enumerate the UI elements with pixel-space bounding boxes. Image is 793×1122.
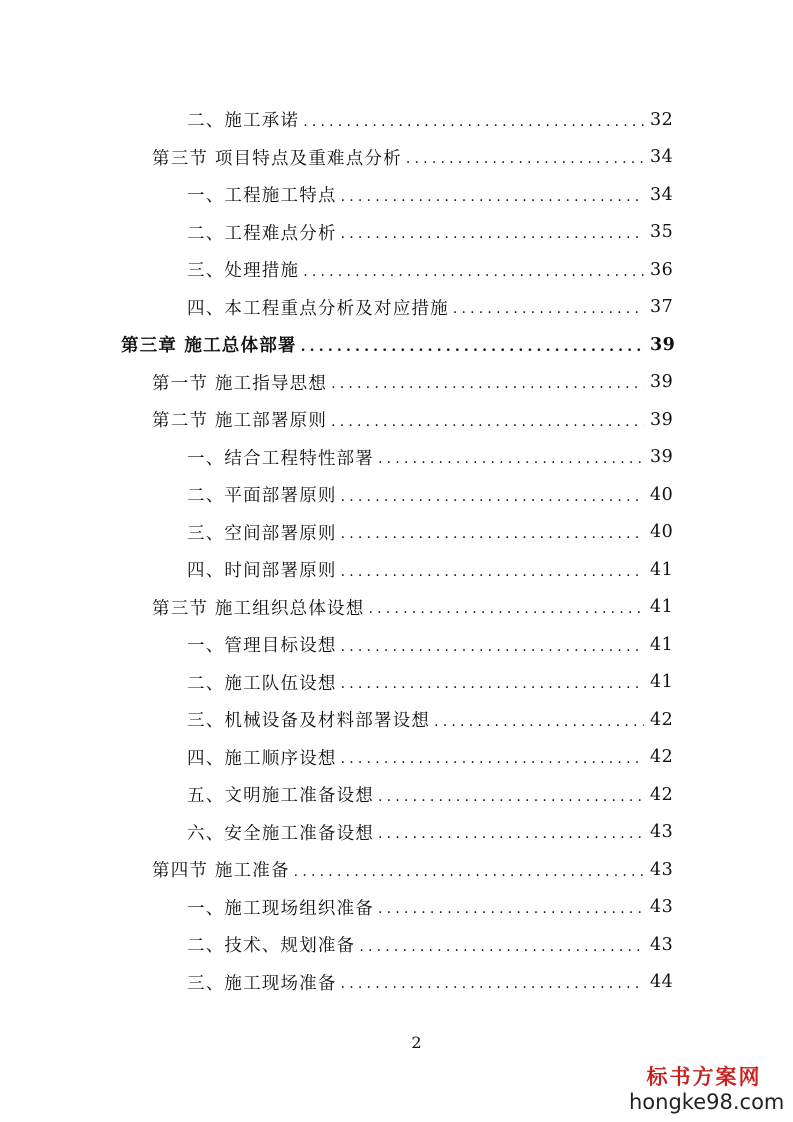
toc-entry-page: 36 [650,259,674,280]
toc-entry-page: 42 [650,747,674,767]
toc-entry-page: 43 [650,822,674,842]
toc-entry-title: 二、技术、规划准备 [187,936,356,956]
watermark-site-url: hongke98.com [629,1090,785,1114]
toc-leader-dots [453,301,644,317]
toc-entry-page: 39 [650,409,674,430]
toc-entry-page: 32 [650,109,674,130]
toc-entry[interactable] [187,214,672,251]
toc-entry-title: 四、本工程重点分析及对应措施 [187,298,449,319]
toc-entry-title: 三、处理措施 [187,261,300,281]
toc-entry-page: 39 [650,447,674,467]
toc-entry-title: 第三节 施工组织总体设想 [152,598,365,619]
toc-entry-page: 43 [650,897,674,917]
toc-entry-page: 41 [650,597,674,617]
toc-leader-dots [341,489,644,505]
toc-leader-dots [303,264,644,280]
toc-leader-dots [378,901,644,917]
toc-leader-dots [341,676,644,692]
toc-entry-title: 二、工程难点分析 [187,223,337,244]
toc-entry-title: 四、施工顺序设想 [187,748,337,769]
toc-leader-dots [341,226,644,242]
toc-entry[interactable] [187,889,672,926]
toc-entry-page: 35 [650,222,674,242]
toc-entry[interactable] [187,964,672,1001]
toc-entry[interactable] [187,101,672,138]
toc-entry-title: 三、机械设备及材料部署设想 [187,711,431,731]
toc-entry-title: 二、平面部署原则 [187,486,337,506]
toc-entry[interactable] [187,439,672,476]
toc-leader-dots [341,639,644,655]
toc-entry-title: 第三节 项目特点及重难点分析 [152,148,402,169]
toc-entry-title: 一、工程施工特点 [187,186,337,206]
toc-entry-title: 三、施工现场准备 [187,973,337,994]
toc-entry-page: 34 [650,184,674,205]
toc-entry[interactable] [187,814,672,851]
toc-entry-title: 一、施工现场组织准备 [187,898,374,919]
toc-leader-dots [341,564,644,580]
toc-entry-page: 40 [650,484,674,505]
toc-entry-page: 34 [650,147,674,167]
toc-entry[interactable] [187,289,672,326]
toc-entry-page: 40 [650,522,674,542]
toc-leader-dots [301,339,644,355]
toc-entry[interactable] [152,401,672,438]
toc-leader-dots [368,601,644,617]
toc-entry[interactable] [152,589,672,626]
toc-leader-dots [434,714,644,730]
toc-entry[interactable] [187,476,672,513]
toc-entry-title: 三、空间部署原则 [187,523,337,544]
toc-leader-dots [378,451,644,467]
page-number: 2 [411,1033,422,1052]
toc-entry-title: 第三章 施工总体部署 [121,336,297,356]
toc-entry[interactable] [152,851,672,888]
toc-entry[interactable] [187,551,672,588]
toc-entry-title: 第二节 施工部署原则 [152,411,328,431]
toc-entry-page: 37 [650,297,674,317]
toc-entry-page: 41 [650,672,674,692]
watermark-site-name: 标书方案网 [646,1064,762,1089]
toc-leader-dots [378,826,644,842]
toc-entry[interactable] [187,514,672,551]
toc-leader-dots [294,864,644,880]
toc-leader-dots [303,114,644,130]
toc-chapter-entry[interactable] [121,326,676,363]
site-watermark [629,1064,785,1114]
toc-entry-page: 43 [650,859,674,880]
toc-entry-title: 五、文明施工准备设想 [187,786,374,806]
toc-entry-title: 二、施工承诺 [187,111,300,131]
toc-entry-title: 一、管理目标设想 [187,636,337,656]
toc-entry-title: 二、施工队伍设想 [187,673,337,694]
toc-entry-page: 44 [650,972,674,992]
toc-leader-dots [359,939,644,955]
toc-entry-page: 41 [650,634,674,655]
toc-leader-dots [378,789,644,805]
toc-entry-page: 41 [650,559,674,580]
toc-entry-page: 39 [650,334,676,355]
toc-entry-page: 43 [650,934,674,955]
toc-entry[interactable] [187,176,672,213]
toc-entry-title: 第四节 施工准备 [152,861,290,881]
toc-entry[interactable] [187,739,672,776]
toc-entry[interactable] [152,364,672,401]
toc-leader-dots [331,376,644,392]
toc-entry[interactable] [187,926,672,963]
toc-entry-page: 39 [650,372,674,392]
toc-entry-title: 一、结合工程特性部署 [187,448,374,469]
toc-leader-dots [406,151,644,167]
toc-entry[interactable] [152,139,672,176]
toc-entry-page: 42 [650,784,674,805]
toc-entry[interactable] [187,664,672,701]
toc-entry-title: 六、安全施工准备设想 [187,823,374,844]
toc-entry-title: 四、时间部署原则 [187,561,337,581]
toc-entry[interactable] [187,776,672,813]
toc-entry-page: 42 [650,709,674,730]
toc-leader-dots [341,189,644,205]
toc-leader-dots [331,414,644,430]
toc-leader-dots [341,526,644,542]
toc-entry[interactable] [187,626,672,663]
toc-entry[interactable] [187,251,672,288]
toc-entry-title: 第一节 施工指导思想 [152,373,328,394]
toc-leader-dots [341,751,644,767]
toc-leader-dots [341,976,644,992]
toc-entry[interactable] [187,701,672,738]
